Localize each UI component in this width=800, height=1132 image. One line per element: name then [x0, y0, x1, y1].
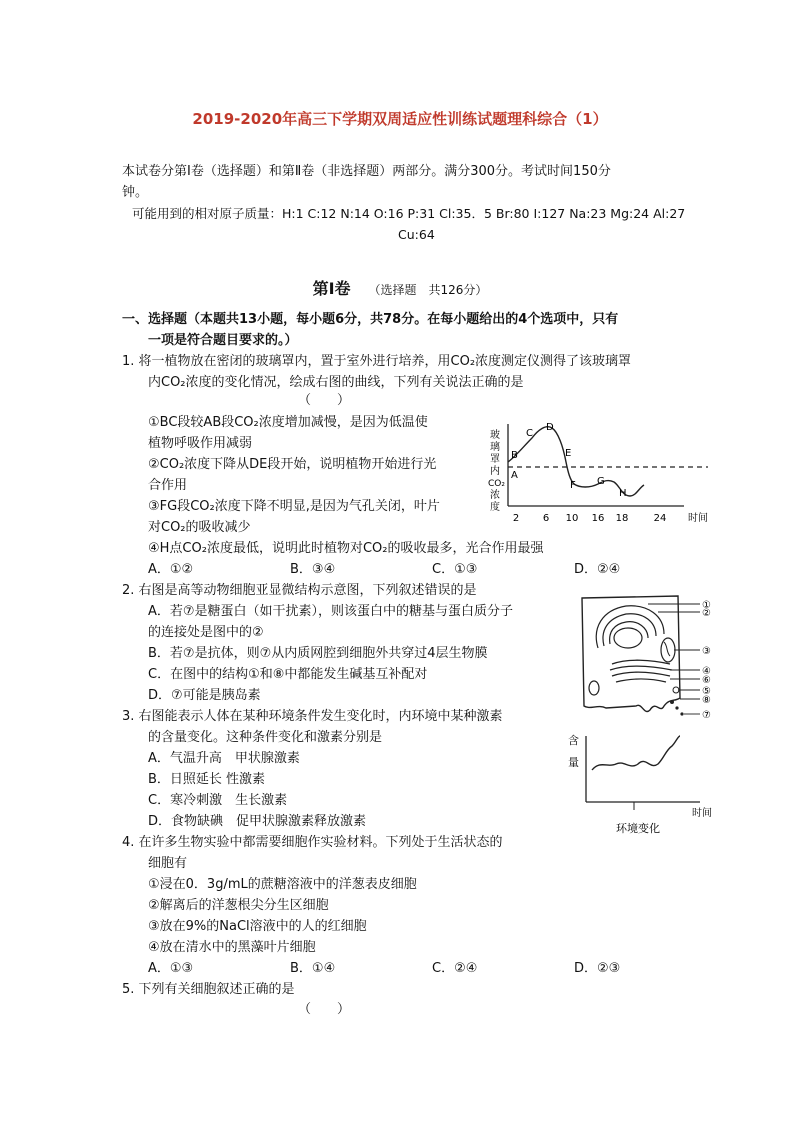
x-axis-label: 时间 [692, 808, 712, 819]
q3-option-d: D．食物缺碘 促甲状腺激素释放激素 [148, 814, 367, 829]
y-label-co2: CO₂ [488, 479, 505, 489]
q1-statement-2b: 合作用 [148, 478, 188, 493]
q1-statement-1a: ①BC段较AB段CO₂浓度增加减慢，是因为低温使 [148, 415, 428, 430]
q1-answer-paren: （ ） [298, 393, 351, 408]
page-title: 2019-2020年高三下学期双周适应性训练试题理科综合（1） [192, 110, 608, 128]
q2-cell-diagram [578, 590, 728, 726]
q1-stem-line-2: 内CO₂浓度的变化情况，绘成右图的曲线，下列有关说法正确的是 [148, 375, 524, 390]
point-label-b: B [511, 450, 518, 461]
q4-option-c: C．②④ [432, 961, 478, 976]
label-1: ① [702, 600, 711, 611]
label-4: ④ [702, 666, 711, 677]
point-label-h: H [619, 488, 627, 499]
label-8: ⑧ [702, 695, 711, 706]
x-tick-10: 10 [565, 513, 579, 524]
q1-co2-curve-figure [486, 416, 718, 528]
q1-statement-3b: 对CO₂的吸收减少 [148, 520, 251, 535]
q2-option-c: C．在图中的结构①和⑧中都能发生碱基互补配对 [148, 667, 428, 682]
environment-change-caption: 环境变化 [616, 822, 660, 835]
q3-stem-line-2: 的含量变化。这种条件变化和激素分别是 [148, 730, 383, 745]
q5-answer-paren: （ ） [298, 1002, 351, 1017]
q2-option-a-line-2: 的连接处是图中的② [148, 625, 264, 640]
q3-hormone-curve-figure [560, 726, 720, 838]
y-label-char-3: 罩 [490, 454, 500, 465]
y-label-char-1: 玻 [490, 430, 500, 441]
q3-stem-line-1: 3. 右图能表示人体在某种环境条件发生变化时，内环境中某种激素 [122, 709, 503, 724]
atomic-masses-line-1: 可能用到的相对原子质量：H:1 C:12 N:14 O:16 P:31 Cl:35．5 Br:80 I:127 Na:23 Mg:24 Al:27 [132, 206, 686, 221]
q2-option-b: B．若⑦是抗体，则⑦从内质网腔到细胞外共穿过4层生物膜 [148, 646, 488, 661]
point-label-g: G [597, 476, 605, 487]
x-axis-label: 时间 [688, 513, 708, 524]
y-label-char-2: 璃 [490, 442, 500, 453]
q5-stem: 5. 下列有关细胞叙述正确的是 [122, 982, 295, 997]
q4-statement-2: ②解离后的洋葱根尖分生区细胞 [148, 898, 329, 913]
q2-option-d: D．⑦可能是胰岛素 [148, 688, 261, 703]
q4-option-a: A．①③ [148, 961, 194, 976]
point-label-f: F [570, 480, 576, 491]
part-note: （选择题 共126分） [368, 283, 488, 297]
label-5: ⑤ [702, 686, 711, 697]
atomic-masses-line-2: Cu:64 [398, 227, 435, 242]
point-label-e: E [565, 448, 572, 459]
q1-option-b: B．③④ [290, 562, 336, 577]
part-name: 第Ⅰ卷 [312, 279, 351, 298]
point-label-d: D [546, 422, 554, 433]
q4-stem-line-1: 4. 在许多生物实验中都需要细胞作实验材料。下列处于生活状态的 [122, 835, 503, 850]
q1-statement-1b: 植物呼吸作用减弱 [148, 436, 253, 451]
q1-option-a: A．①② [148, 562, 194, 577]
q3-option-a: A．气温升高 甲状腺激素 [148, 751, 300, 766]
q2-option-a-line-1: A．若⑦是糖蛋白（如干扰素），则该蛋白中的糖基与蛋白质分子 [148, 604, 514, 619]
q4-statement-3: ③放在9%的NaCl溶液中的人的红细胞 [148, 919, 367, 934]
x-tick-24: 24 [653, 513, 667, 524]
q1-stem-line-1: 1. 将一植物放在密闭的玻璃罩内，置于室外进行培养，用CO₂浓度测定仪测得了该玻璃罩 [122, 354, 632, 369]
hormone-curve [592, 736, 680, 770]
y-label-char-4: 内 [490, 466, 500, 477]
y-label-char-6: 浓 [490, 490, 500, 501]
q4-statement-1: ①浸在0．3g/mL的蔗糖溶液中的洋葱表皮细胞 [148, 877, 417, 892]
q4-option-d: D．②③ [574, 961, 621, 976]
q3-option-c: C．寒冷刺激 生长激素 [148, 793, 288, 808]
label-2: ② [702, 608, 711, 619]
point-label-c: C [526, 428, 533, 439]
intro-line-1: 本试卷分第Ⅰ卷（选择题）和第Ⅱ卷（非选择题）两部分。满分300分。考试时间150分 [122, 164, 611, 179]
x-tick-16: 16 [591, 513, 605, 524]
q4-statement-4: ④放在清水中的黑藻叶片细胞 [148, 940, 316, 955]
nucleus [614, 628, 642, 648]
label-3: ③ [702, 646, 711, 657]
x-tick-6: 6 [542, 513, 550, 524]
q4-stem-line-2: 细胞有 [148, 856, 188, 871]
label-6: ⑥ [702, 675, 711, 686]
intro-line-2: 钟。 [122, 185, 149, 200]
q1-statement-3a: ③FG段CO₂浓度下降不明显,是因为气孔关闭，叶片 [148, 499, 440, 514]
q3-option-b: B．日照延长 性激素 [148, 772, 266, 787]
point-label-a: A [511, 470, 518, 481]
golgi-apparatus [612, 660, 670, 664]
mitochondrion [661, 638, 675, 662]
q2-stem: 2. 右图是高等动物细胞亚显微结构示意图，下列叙述错误的是 [122, 583, 477, 598]
q1-statement-4: ④H点CO₂浓度最低，说明此时植物对CO₂的吸收最多，光合作用最强 [148, 541, 544, 556]
y-label-char-2: 量 [568, 756, 579, 769]
y-label-char-7: 度 [490, 502, 500, 513]
section-header-line-2: 一项是符合题目要求的。） [148, 333, 298, 348]
label-7: ⑦ [702, 710, 711, 721]
q1-option-c: C．①③ [432, 562, 478, 577]
x-tick-2: 2 [512, 513, 520, 524]
y-label-char-1: 含 [568, 734, 579, 747]
x-tick-18: 18 [615, 513, 629, 524]
q1-statement-2a: ②CO₂浓度下降从DE段开始，说明植物开始进行光 [148, 457, 437, 472]
section-header-line-1: 一、选择题（本题共13小题，每小题6分，共78分。在每小题给出的4个选项中，只有 [122, 312, 619, 327]
q1-option-d: D．②④ [574, 562, 621, 577]
q4-option-b: B．①④ [290, 961, 336, 976]
part-heading [0, 276, 800, 299]
